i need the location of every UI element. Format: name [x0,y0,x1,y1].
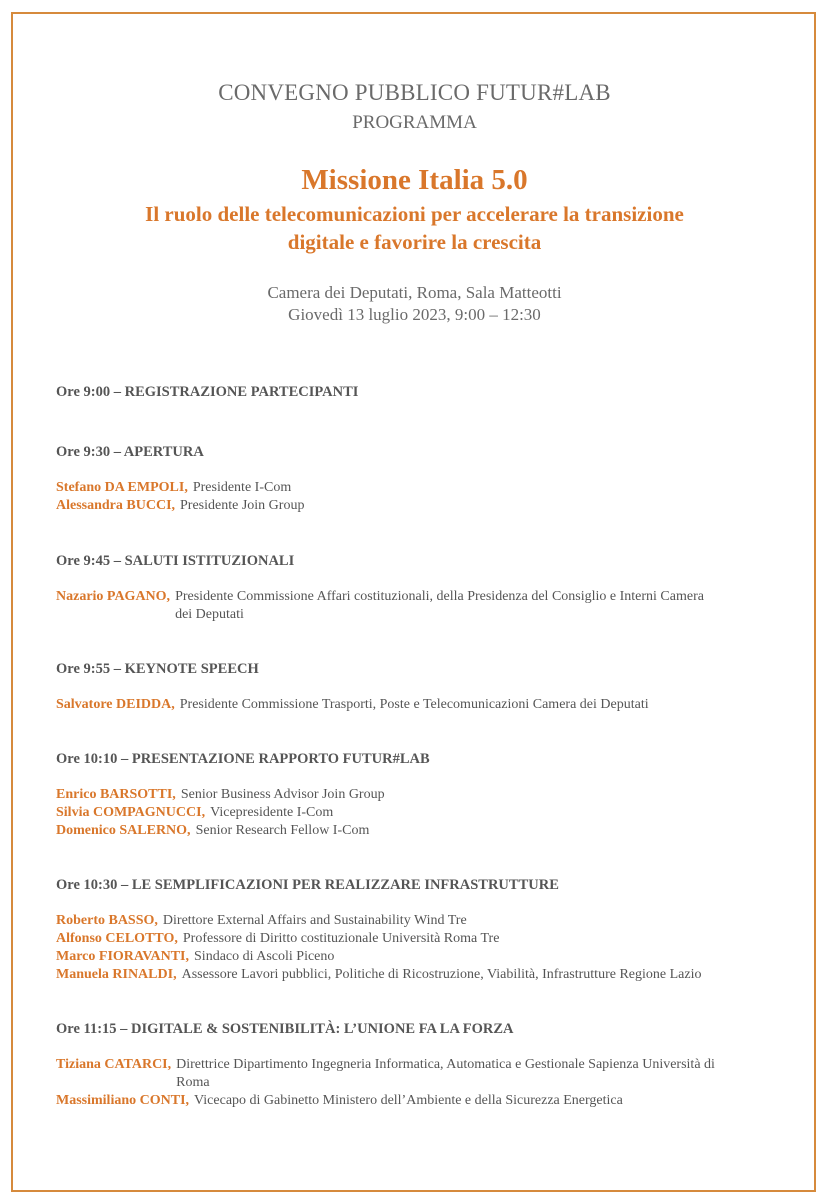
speaker-role: Sindaco di Ascoli Piceno [194,949,335,964]
program-section [56,443,756,515]
speaker-row [56,588,756,624]
speaker-name: Stefano DA EMPOLI, [56,480,188,495]
speaker-name: Nazario PAGANO, [56,589,171,604]
speaker-role: Direttrice Dipartimento Ingegneria Informatica, Automatica e Gestionale Sapienza Università di Roma [176,1057,715,1090]
speaker-name: Manuela RINALDI, [56,967,177,982]
speaker-row [56,497,756,515]
program-section [56,1020,756,1110]
speaker-row [56,479,756,497]
subtitle-line-2: digitale e favorire la crescita [287,230,542,254]
program-section [56,383,756,401]
speaker-row [56,1092,756,1110]
speaker-name: Alfonso CELOTTO, [56,931,178,946]
section-title: Ore 11:15 – DIGITALE & SOSTENIBILITÀ: L’UNIONE FA LA FORZA [56,1021,514,1037]
speaker-name: Marco FIORAVANTI, [56,949,190,964]
speaker-role: Senior Research Fellow I-Com [195,823,370,838]
speaker-row [56,822,756,840]
section-title: Ore 9:00 – REGISTRAZIONE PARTECIPANTI [56,384,359,400]
event-venue [0,282,829,326]
section-title: Ore 10:30 – LE SEMPLIFICAZIONI PER REALIZZARE INFRASTRUTTURE [56,877,559,893]
speaker-name: Salvatore DEIDDA, [56,697,175,712]
speaker-name: Massimiliano CONTI, [56,1093,190,1108]
subtitle-line-1: Il ruolo delle telecomunicazioni per accelerare la transizione [145,202,684,226]
date-text: Giovedì 13 luglio 2023, 9:00 – 12:30 [288,305,541,324]
speaker-row [56,966,756,984]
section-title: Ore 9:55 – KEYNOTE SPEECH [56,661,259,677]
program-section [56,552,756,624]
speaker-name: Domenico SALERNO, [56,823,191,838]
speaker-row [56,912,756,930]
event-heading: CONVEGNO PUBBLICO FUTUR#LAB [218,80,611,105]
section-title: Ore 9:30 – APERTURA [56,444,204,460]
speaker-role: Presidente Join Group [180,498,305,513]
speaker-name: Alessandra BUCCI, [56,498,176,513]
venue-text: Camera dei Deputati, Roma, Sala Matteotti [267,283,562,302]
speaker-role: Direttore External Affairs and Sustainability Wind Tre [162,913,467,928]
event-title: Missione Italia 5.0 [301,164,528,196]
speaker-role: Presidente I-Com [192,480,292,495]
speaker-row [56,1056,756,1092]
speaker-role: Presidente Commissione Affari costituzionali, della Presidenza del Consiglio e Interni Camera dei Deputati [175,589,704,622]
program-section [56,876,756,984]
speaker-row [56,804,756,822]
section-title: Ore 10:10 – PRESENTAZIONE RAPPORTO FUTUR#LAB [56,751,430,767]
event-subtitle [0,200,829,256]
speaker-name: Tiziana CATARCI, [56,1057,172,1072]
program-section [56,660,756,714]
speaker-row [56,948,756,966]
speaker-role: Senior Business Advisor Join Group [180,787,385,802]
program-label: PROGRAMMA [352,112,477,133]
speaker-role: Professore di Diritto costituzionale Università Roma Tre [182,931,500,946]
speaker-row [56,696,756,714]
program-section [56,750,756,840]
speaker-name: Silvia COMPAGNUCCI, [56,805,206,820]
speaker-row [56,786,756,804]
section-title: Ore 9:45 – SALUTI ISTITUZIONALI [56,553,295,569]
speaker-role: Presidente Commissione Trasporti, Poste e Telecomunicazioni Camera dei Deputati [179,697,649,712]
speaker-role: Vicecapo di Gabinetto Ministero dell’Ambiente e della Sicurezza Energetica [194,1093,623,1108]
speaker-row [56,930,756,948]
program-list [56,383,756,1110]
speaker-name: Enrico BARSOTTI, [56,787,176,802]
speaker-role: Vicepresidente I-Com [210,805,334,820]
speaker-name: Roberto BASSO, [56,913,158,928]
speaker-role: Assessore Lavori pubblici, Politiche di Ricostruzione, Viabilità, Infrastrutture Regione Lazio [181,967,702,982]
